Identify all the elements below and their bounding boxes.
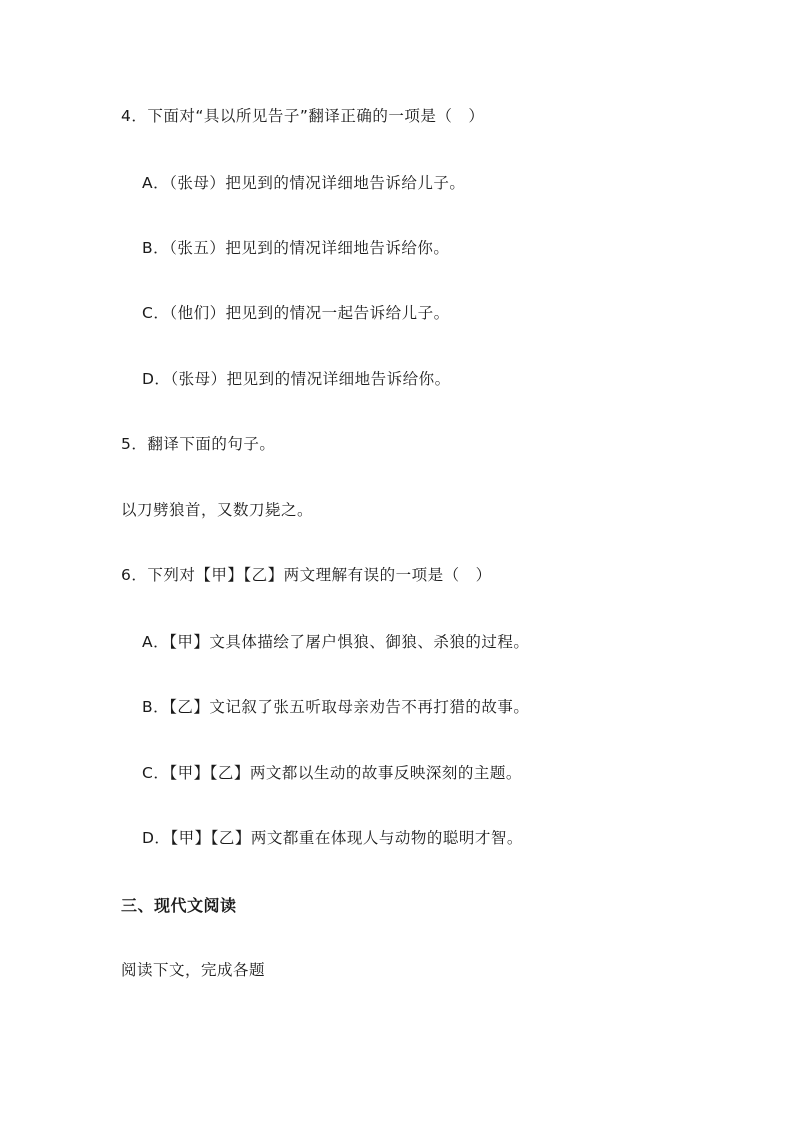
- question-5-sentence: 以刀劈狼首，又数刀毙之。: [121, 501, 314, 519]
- question-4-option-a: A．（张母）把见到的情况详细地告诉给儿子。: [142, 174, 466, 192]
- question-6-option-d: D．【甲】【乙】两文都重在体现人与动物的聪明才智。: [142, 829, 523, 847]
- question-4-option-c: C．（他们）把见到的情况一起告诉给儿子。: [142, 304, 450, 322]
- section-instruction: 阅读下文，完成各题: [121, 961, 266, 979]
- question-6-option-a: A．【甲】文具体描绘了屠户惧狼、御狼、杀狼的过程。: [142, 633, 530, 651]
- question-4-option-b: B．（张五）把见到的情况详细地告诉给你。: [142, 239, 450, 257]
- question-6-option-b: B．【乙】文记叙了张五听取母亲劝告不再打猎的故事。: [142, 698, 530, 716]
- question-4-stem: 4．下面对“具以所见告子”翻译正确的一项是（ ）: [121, 107, 485, 125]
- question-4-option-d: D．（张母）把见到的情况详细地告诉给你。: [142, 370, 451, 388]
- question-6-option-c: C．【甲】【乙】两文都以生动的故事反映深刻的主题。: [142, 764, 522, 782]
- question-6-stem: 6．下列对【甲】【乙】两文理解有误的一项是（ ）: [121, 566, 492, 584]
- question-5-stem: 5．翻译下面的句子。: [121, 435, 276, 453]
- section-heading: 三、现代文阅读: [121, 896, 237, 915]
